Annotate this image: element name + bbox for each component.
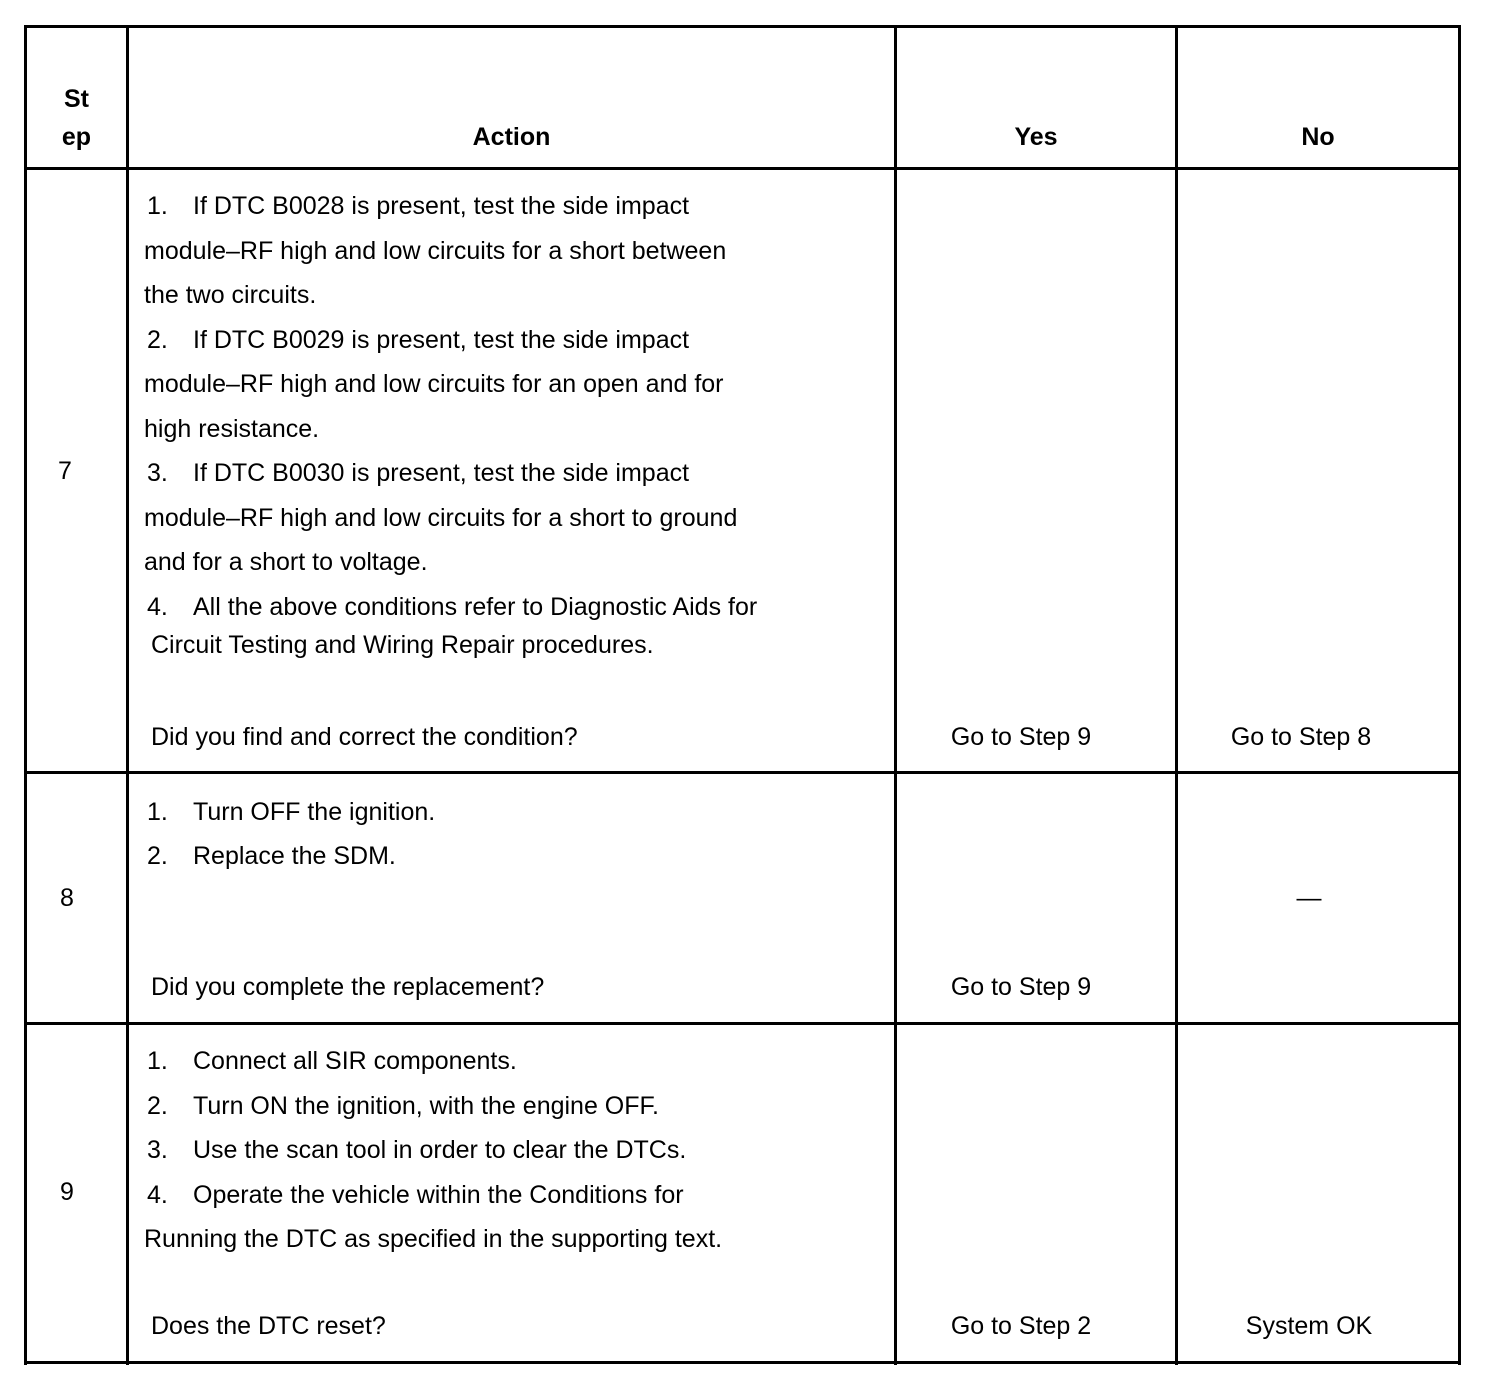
action-line [144, 362, 724, 406]
table-border-bottom [24, 1361, 1461, 1364]
column-divider [1175, 25, 1178, 1365]
yes-outcome: Go to Step 9 [950, 973, 1092, 1001]
step-number: 9 [60, 1178, 74, 1206]
step-item-text: Use the scan tool in order to clear the DTCs. [193, 1136, 687, 1164]
no-outcome: System OK [1245, 1312, 1373, 1340]
header-no: No [1301, 123, 1335, 151]
no-outcome: Go to Step 8 [1230, 723, 1372, 751]
step-item-number: 1. [147, 798, 168, 826]
step-item-number: 1. [147, 1047, 168, 1075]
header-action: Action [472, 123, 551, 151]
step-item-text: Connect all SIR components. [193, 1047, 517, 1075]
action-line [144, 1128, 686, 1172]
table-border-left [24, 25, 27, 1365]
step-item-number: 2. [147, 842, 168, 870]
step-item-text: Operate the vehicle within the Conditions for [193, 1181, 684, 1209]
header-step-line1: St [64, 85, 89, 113]
diagnostic-table [24, 25, 1461, 1365]
action-question: Did you complete the replacement? [151, 973, 545, 1001]
step-item-number: 3. [147, 1136, 168, 1164]
no-outcome: — [1296, 884, 1322, 912]
header-yes: Yes [1014, 123, 1058, 151]
step-item-text: Turn ON the ignition, with the engine OFF. [193, 1092, 659, 1120]
step-number: 7 [58, 457, 72, 485]
step-item-text: the two circuits. [144, 281, 317, 309]
action-line [144, 273, 316, 317]
yes-outcome: Go to Step 2 [950, 1312, 1092, 1340]
row-divider [24, 1022, 1461, 1025]
step-item-text: Turn OFF the ignition. [193, 798, 436, 826]
column-divider [894, 25, 897, 1365]
step-item-number: 3. [147, 459, 168, 487]
yes-outcome: Go to Step 9 [950, 723, 1092, 751]
action-line [144, 496, 737, 540]
step-item-number: 2. [147, 1092, 168, 1120]
action-line [144, 1039, 517, 1083]
header-step-line2: ep [61, 123, 92, 151]
step-item-number: 4. [147, 593, 168, 621]
action-line [144, 318, 689, 362]
step-item-text: module–RF high and low circuits for a short between [144, 237, 727, 265]
step-number: 8 [60, 884, 74, 912]
step-item-text: If DTC B0028 is present, test the side impact [193, 192, 690, 220]
step-item-text: All the above conditions refer to Diagnostic Aids for [193, 593, 758, 621]
table-border-top [24, 25, 1461, 28]
action-line [144, 1173, 684, 1217]
action-line [144, 790, 435, 834]
action-line [144, 1217, 722, 1261]
action-line [144, 229, 726, 273]
step-item-number: 1. [147, 192, 168, 220]
action-line [144, 451, 689, 495]
action-line [144, 1084, 659, 1128]
step-item-text: If DTC B0029 is present, test the side impact [193, 326, 690, 354]
row-divider [24, 771, 1461, 774]
action-line [144, 834, 396, 878]
table-border-right [1458, 25, 1461, 1365]
step-item-text: module–RF high and low circuits for an open and for [144, 370, 724, 398]
step-item-text: high resistance. [144, 415, 320, 443]
step-item-number: 2. [147, 326, 168, 354]
header-divider [24, 167, 1461, 170]
step-item-text: Running the DTC as specified in the supporting text. [144, 1225, 723, 1253]
action-line [144, 540, 428, 584]
step-item-text: If DTC B0030 is present, test the side impact [193, 459, 690, 487]
step-item-text: and for a short to voltage. [144, 548, 428, 576]
step-item-text: module–RF high and low circuits for a short to ground [144, 504, 738, 532]
action-question: Did you find and correct the condition? [151, 723, 578, 751]
step-item-text: Replace the SDM. [193, 842, 396, 870]
step-item-text: Circuit Testing and Wiring Repair procedures. [151, 631, 654, 659]
action-line [151, 623, 654, 667]
step-item-number: 4. [147, 1181, 168, 1209]
column-divider [126, 25, 129, 1365]
action-line [144, 184, 689, 228]
action-question: Does the DTC reset? [151, 1312, 386, 1340]
action-line [144, 407, 319, 451]
header-step [27, 79, 126, 157]
